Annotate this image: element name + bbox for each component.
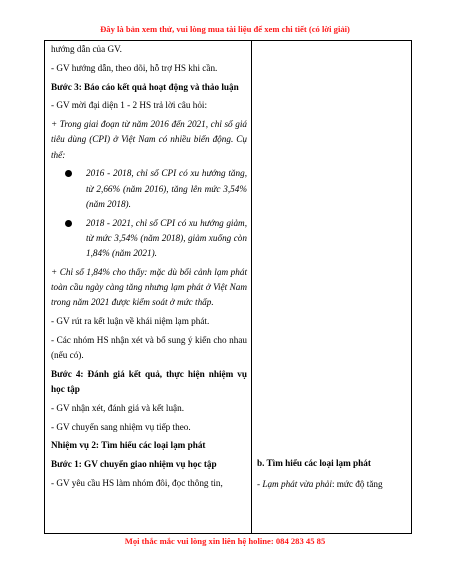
activity-column xyxy=(51,42,247,495)
list-item-text: 2016 - 2018, chỉ số CPI có xu hướng tăng, từ 2,66% (năm 2016), tăng lên mức 3,54% (năm 2018). xyxy=(86,168,247,209)
list-item-text: 2018 - 2021, chỉ số CPI có xu hướng giảm, từ mức 3,54% (năm 2018), giảm xuống còn 1,84% (năm 2021). xyxy=(86,217,247,258)
paragraph xyxy=(257,476,409,493)
list-item xyxy=(51,216,247,262)
paragraph: - Các nhóm HS nhận xét và bổ sung ý kiến cho nhau (nếu có). xyxy=(51,334,247,360)
bullet-list xyxy=(51,166,247,261)
step1-heading: Bước 1: GV chuyển giao nhiệm vụ học tập xyxy=(51,459,217,470)
column-divider xyxy=(251,41,252,533)
paragraph: - GV rút ra kết luận về khái niệm lạm phát. xyxy=(51,316,210,326)
term-text: : mức độ tăng xyxy=(331,478,383,489)
bullet-icon xyxy=(65,170,72,177)
paragraph: - GV nhận xét, đánh giá và kết luận. xyxy=(51,402,185,413)
task2-heading: Nhiệm vụ 2: Tìm hiểu các loại lạm phát xyxy=(51,440,206,451)
list-item xyxy=(51,166,247,212)
footer-notice: Mọi thắc mắc vui lòng xin liên hệ holine: 084 283 45 85 xyxy=(124,536,326,546)
lesson-table xyxy=(44,40,412,534)
content-column xyxy=(257,455,409,496)
paragraph: - GV mời đại diện 1 - 2 HS trả lời câu hỏi: xyxy=(51,100,208,111)
paragraph: + Chỉ số 1,84% cho thấy: mặc dù bối cảnh lạm phát toàn cầu ngày càng tăng nhưng lạm phát ở Việt Nam trong năm 2021 được kiểm soát ở mức thấp. xyxy=(51,266,247,308)
step4-heading: Bước 4: Đánh giá kết quả, thực hiện nhiệm vụ học tập xyxy=(51,368,247,394)
step3-heading: Bước 3: Báo cáo kết quả hoạt động và thảo luận xyxy=(51,81,239,92)
paragraph: + Trong giai đoạn từ năm 2016 đến 2021, chỉ số giá tiêu dùng (CPI) ở Việt Nam có nhiều biến động. Cụ thể: xyxy=(51,119,247,160)
section-heading: b. Tìm hiểu các loại lạm phát xyxy=(257,458,371,468)
header-notice: Đây là bản xem thử, vui lòng mua tài liệu để xem chi tiết (có lời giải) xyxy=(100,24,350,34)
bullet-icon xyxy=(65,220,72,227)
paragraph: - GV yêu cầu HS làm nhóm đôi, đọc thông tin, xyxy=(51,477,223,488)
paragraph: hướng dẫn của GV. xyxy=(51,44,122,54)
paragraph: - GV hướng dẫn, theo dõi, hỗ trợ HS khi cần. xyxy=(51,62,218,73)
term-label: - Lạm phát vừa phải xyxy=(257,478,332,489)
paragraph: - GV chuyển sang nhiệm vụ tiếp theo. xyxy=(51,421,191,432)
